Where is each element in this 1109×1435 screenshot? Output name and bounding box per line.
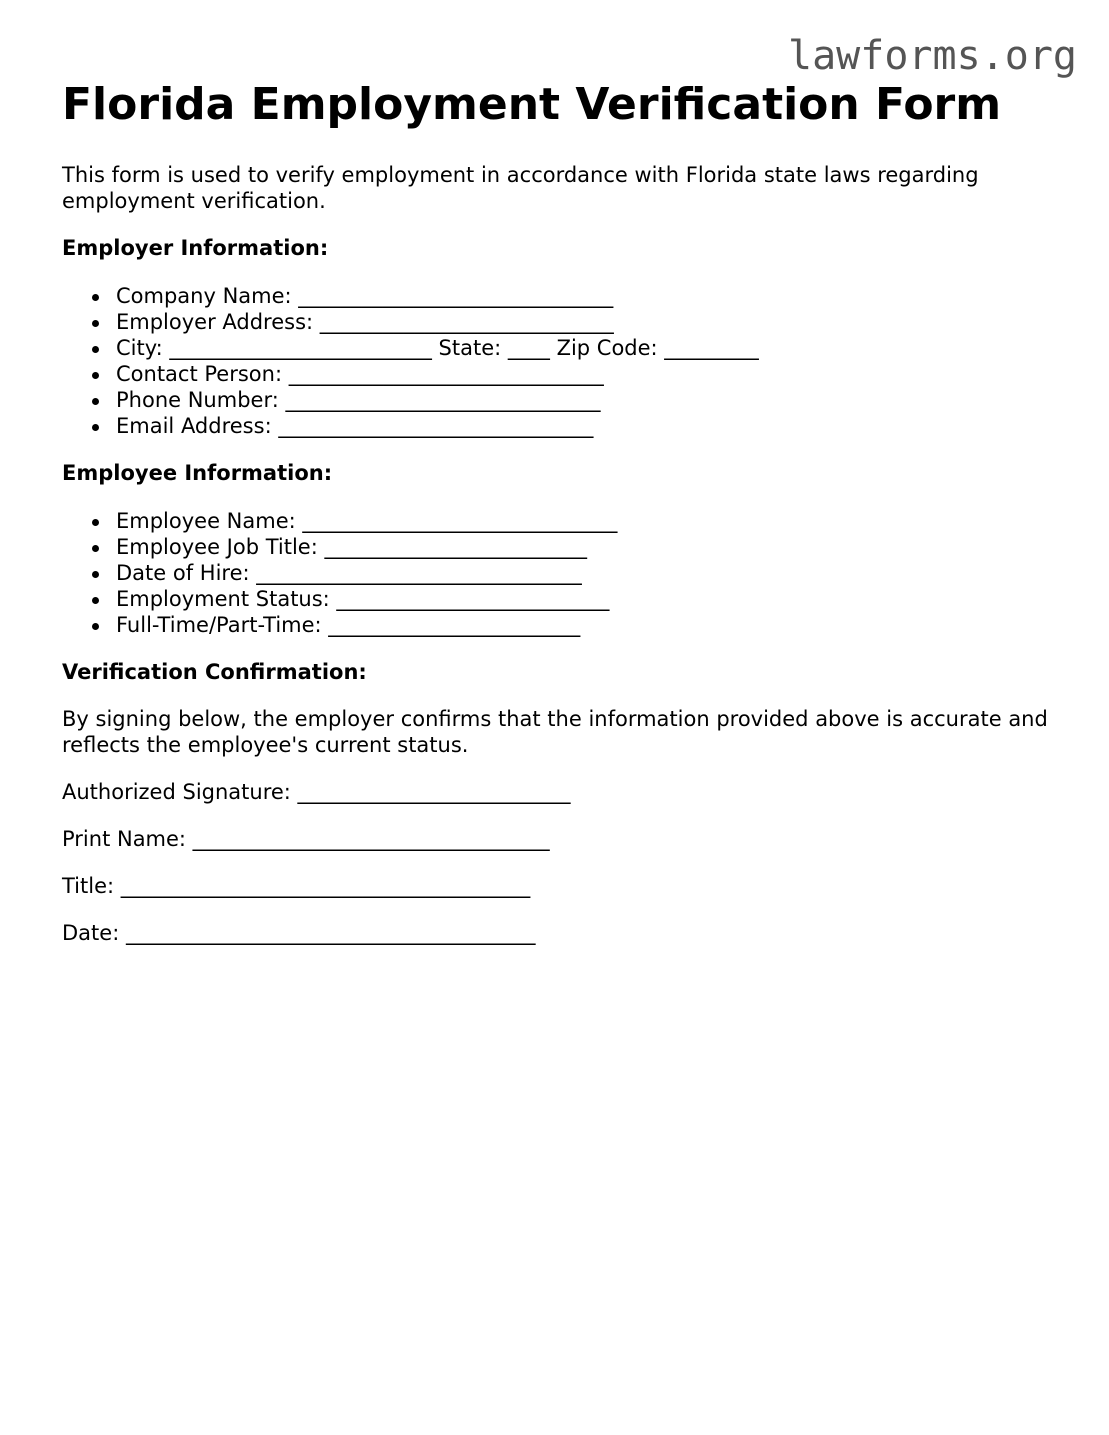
city-state-zip-field: City: _________________________ State: ____ Zip Code: _________ bbox=[116, 335, 1052, 361]
title-line: Title: _______________________________________ bbox=[62, 874, 531, 898]
print-name-line: Print Name: __________________________________ bbox=[62, 827, 550, 851]
employee-job-title-field: Employee Job Title: _________________________ bbox=[116, 534, 1052, 560]
date-line: Date: _______________________________________ bbox=[62, 921, 536, 945]
employer-address-field: Employer Address: ____________________________ bbox=[116, 309, 1052, 335]
contact-person-field: Contact Person: ______________________________ bbox=[116, 361, 1052, 387]
phone-number-field: Phone Number: ______________________________ bbox=[116, 387, 1052, 413]
employer-field-list bbox=[62, 283, 1052, 439]
verification-text: By signing below, the employer confirms that the information provided above is accurate and reflects the employee's current status. bbox=[62, 707, 1048, 757]
employee-field-list bbox=[62, 508, 1052, 638]
form-document bbox=[62, 78, 1052, 946]
company-name-field: Company Name: ______________________________ bbox=[116, 283, 1052, 309]
watermark: lawforms.org bbox=[788, 33, 1077, 79]
intro-text: This form is used to verify employment in accordance with Florida state laws regarding employment verification. bbox=[62, 163, 979, 213]
email-address-field: Email Address: ______________________________ bbox=[116, 413, 1052, 439]
authorized-signature-line: Authorized Signature: __________________________ bbox=[62, 780, 571, 804]
employee-name-field: Employee Name: ______________________________ bbox=[116, 508, 1052, 534]
employment-status-field: Employment Status: __________________________ bbox=[116, 586, 1052, 612]
full-time-part-time-field: Full-Time/Part-Time: ________________________ bbox=[116, 612, 1052, 638]
date-of-hire-field: Date of Hire: _______________________________ bbox=[116, 560, 1052, 586]
verification-section-heading: Verification Confirmation: bbox=[62, 660, 367, 684]
page-title: Florida Employment Verification Form bbox=[62, 79, 1002, 130]
employer-section-heading: Employer Information: bbox=[62, 236, 329, 260]
employee-section-heading: Employee Information: bbox=[62, 461, 333, 485]
